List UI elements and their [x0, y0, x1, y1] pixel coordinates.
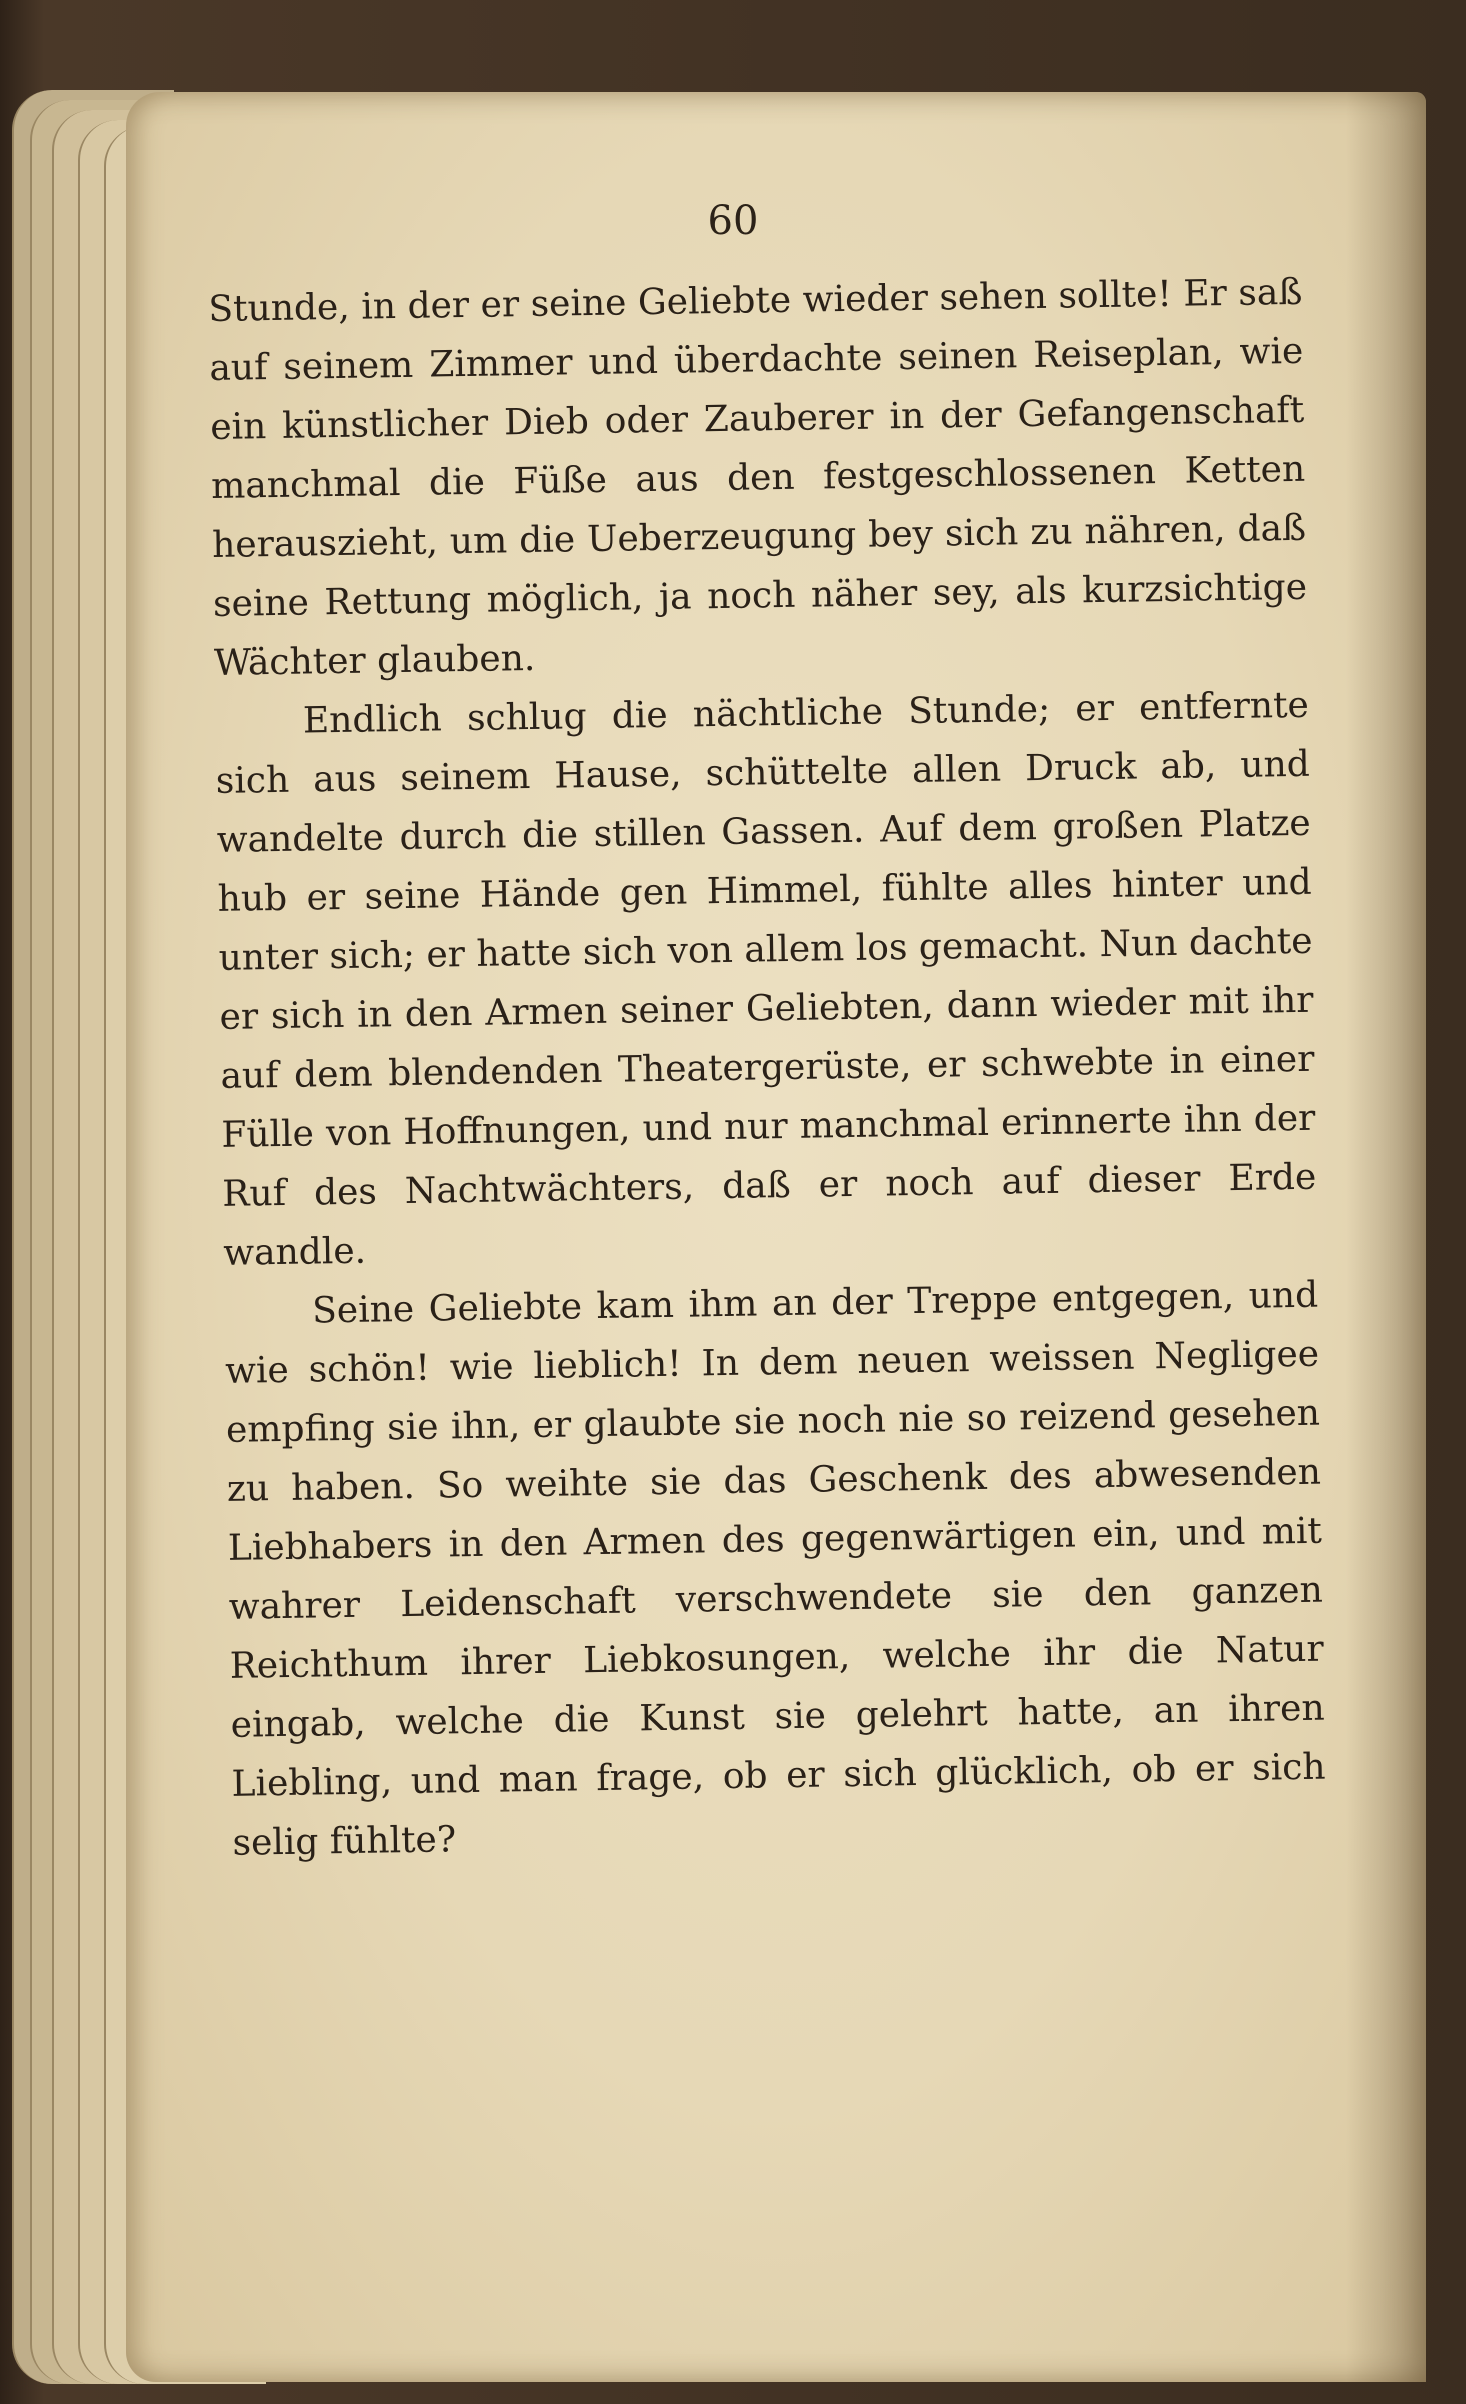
- page-body-text: [208, 263, 1327, 1873]
- paragraph-2: Endlich schlug die nächtliche Stunde; er entfernte sich aus seinem Hause, schüttelte allen Druck ab, und wandelte durch die stillen Gassen. Auf dem großen Platze hub er seine Hände gen Himmel, fühlte alles hinter und unter sich; er hatte sich von allem los gemacht. Nun dachte er sich in den Armen seiner Geliebten, dann wieder mit ihr auf dem blendenden Theatergerüste, er schwebte in einer Fülle von Hoffnungen, und nur manchmal erinnerte ihn der Ruf des Nachtwächters, daß er noch auf dieser Erde wandle.: [215, 684, 1317, 1274]
- paragraph-3: Seine Geliebte kam ihm an der Treppe entgegen, und wie schön! wie lieblich! In dem neuen weissen Negligee empfing sie ihn, er glaubte sie noch nie so reizend gesehen zu haben. So weihte sie das Geschenk des abwesenden Liebhabers in den Armen des gegenwärtigen ein, und mit wahrer Leidenschaft verschwendete sie den ganzen Reichthum ihrer Liebkosungen, welche ihr die Natur eingab, welche die Kunst sie gelehrt hatte, an ihren Liebling, und man frage, ob er sich glücklich, ob er sich selig fühlte?: [224, 1274, 1326, 1864]
- binding-shadow: [1346, 92, 1426, 2382]
- paragraph-1: Stunde, in der er seine Geliebte wieder sehen sollte! Er saß auf seinem Zimmer und überdachte seinen Reiseplan, wie ein künstlicher Dieb oder Zauberer in der Gefangenschaft manchmal die Füße aus den festgeschlossenen Ketten herauszieht, um die Ueberzeugung bey sich zu nähren, daß seine Rettung möglich, ja noch näher sey, als kurzsichtige Wächter glauben.: [208, 271, 1308, 684]
- page-number: 60: [707, 198, 759, 244]
